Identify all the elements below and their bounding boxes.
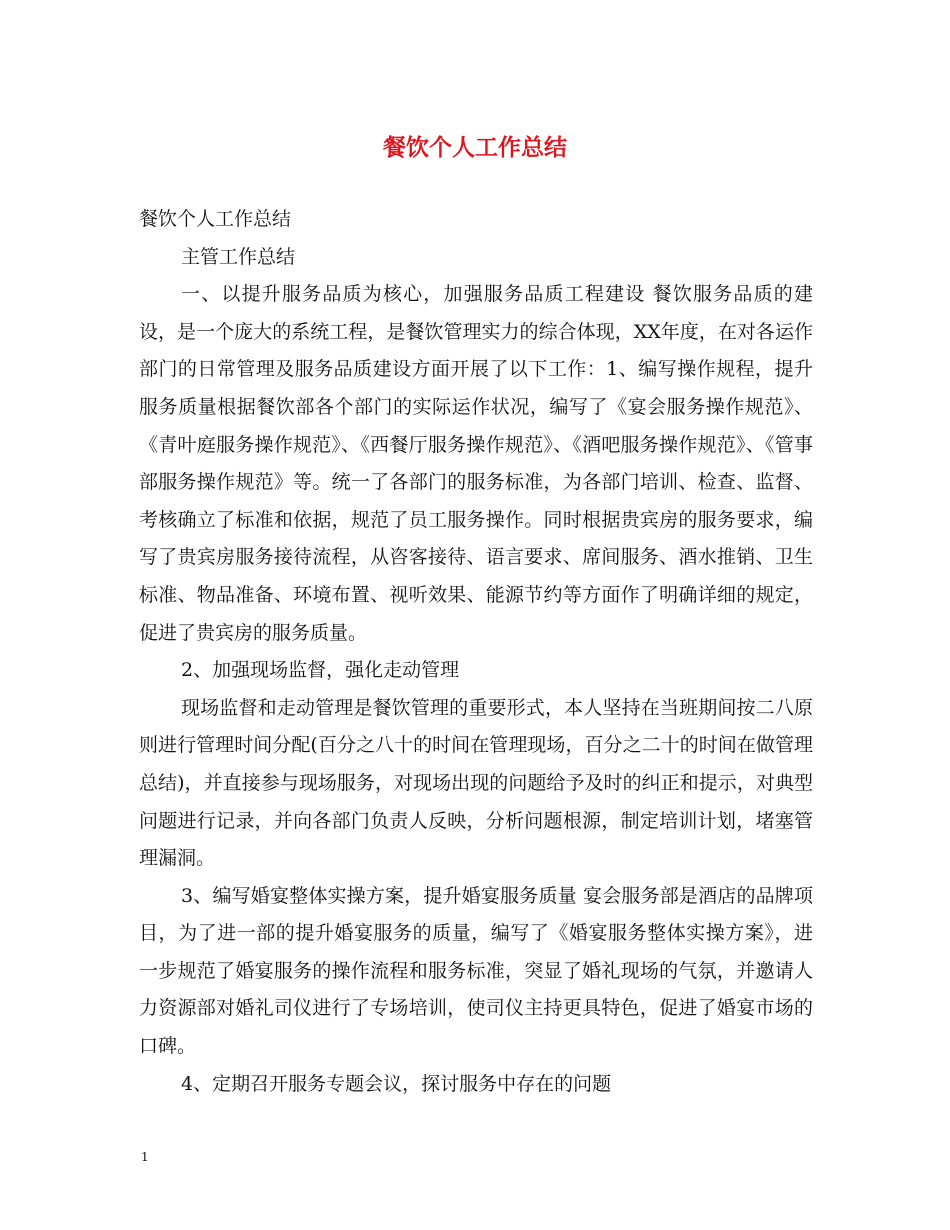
paragraph-item-4-heading: 4、定期召开服务专题会议，探讨服务中存在的问题	[181, 1072, 612, 1095]
paragraph-item-2-heading: 2、加强现场监督，强化走动管理	[181, 659, 460, 682]
paragraph-subheading: 主管工作总结	[181, 245, 296, 268]
document-title: 餐饮个人工作总结	[383, 134, 567, 161]
document-body	[139, 201, 813, 1103]
page-number: 1	[141, 1150, 149, 1164]
paragraph-section-1: 一、以提升服务品质为核心，加强服务品质工程建设 餐饮服务品质的建设，是一个庞大的系统工程，是餐饮管理实力的综合体现，XX年度，在对各运作部门的日常管理及服务品质建设方面开展了以下工作：1、编写操作规程，提升服务质量根据餐饮部各个部门的实际运作状况，编写了《宴会服务操作规范》、《青叶庭服务操作规范》、《西餐厅服务操作规范》、《酒吧服务操作规范》、《管事部服务操作规范》等。统一了各部门的服务标准，为各部门培训、检查、监督、考核确立了标准和依据，规范了员工服务操作。同时根据贵宾房的服务要求，编写了贵宾房服务接待流程，从咨客接待、语言要求、席间服务、酒水推销、卫生标准、物品准备、环境布置、视听效果、能源节约等方面作了明确详细的规定，促进了贵宾房的服务质量。	[139, 283, 813, 644]
paragraph-item-3: 3、编写婚宴整体实操方案，提升婚宴服务质量 宴会服务部是酒店的品牌项目，为了进一部的提升婚宴服务的质量，编写了《婚宴服务整体实操方案》，进一步规范了婚宴服务的操作流程和服务标准，突显了婚礼现场的气氛，并邀请人力资源部对婚礼司仪进行了专场培训，使司仪主持更具特色，促进了婚宴市场的口碑。	[139, 884, 813, 1058]
paragraph-heading: 餐饮个人工作总结	[139, 208, 292, 230]
paragraph-item-2-body: 现场监督和走动管理是餐饮管理的重要形式，本人坚持在当班期间按二八原则进行管理时间分配(百分之八十的时间在管理现场，百分之二十的时间在做管理总结)，并直接参与现场服务，对现场出现的问题给予及时的纠正和提示，对典型问题进行记录，并向各部门负责人反映，分析问题根源，制定培训计划，堵塞管理漏洞。	[139, 696, 813, 870]
